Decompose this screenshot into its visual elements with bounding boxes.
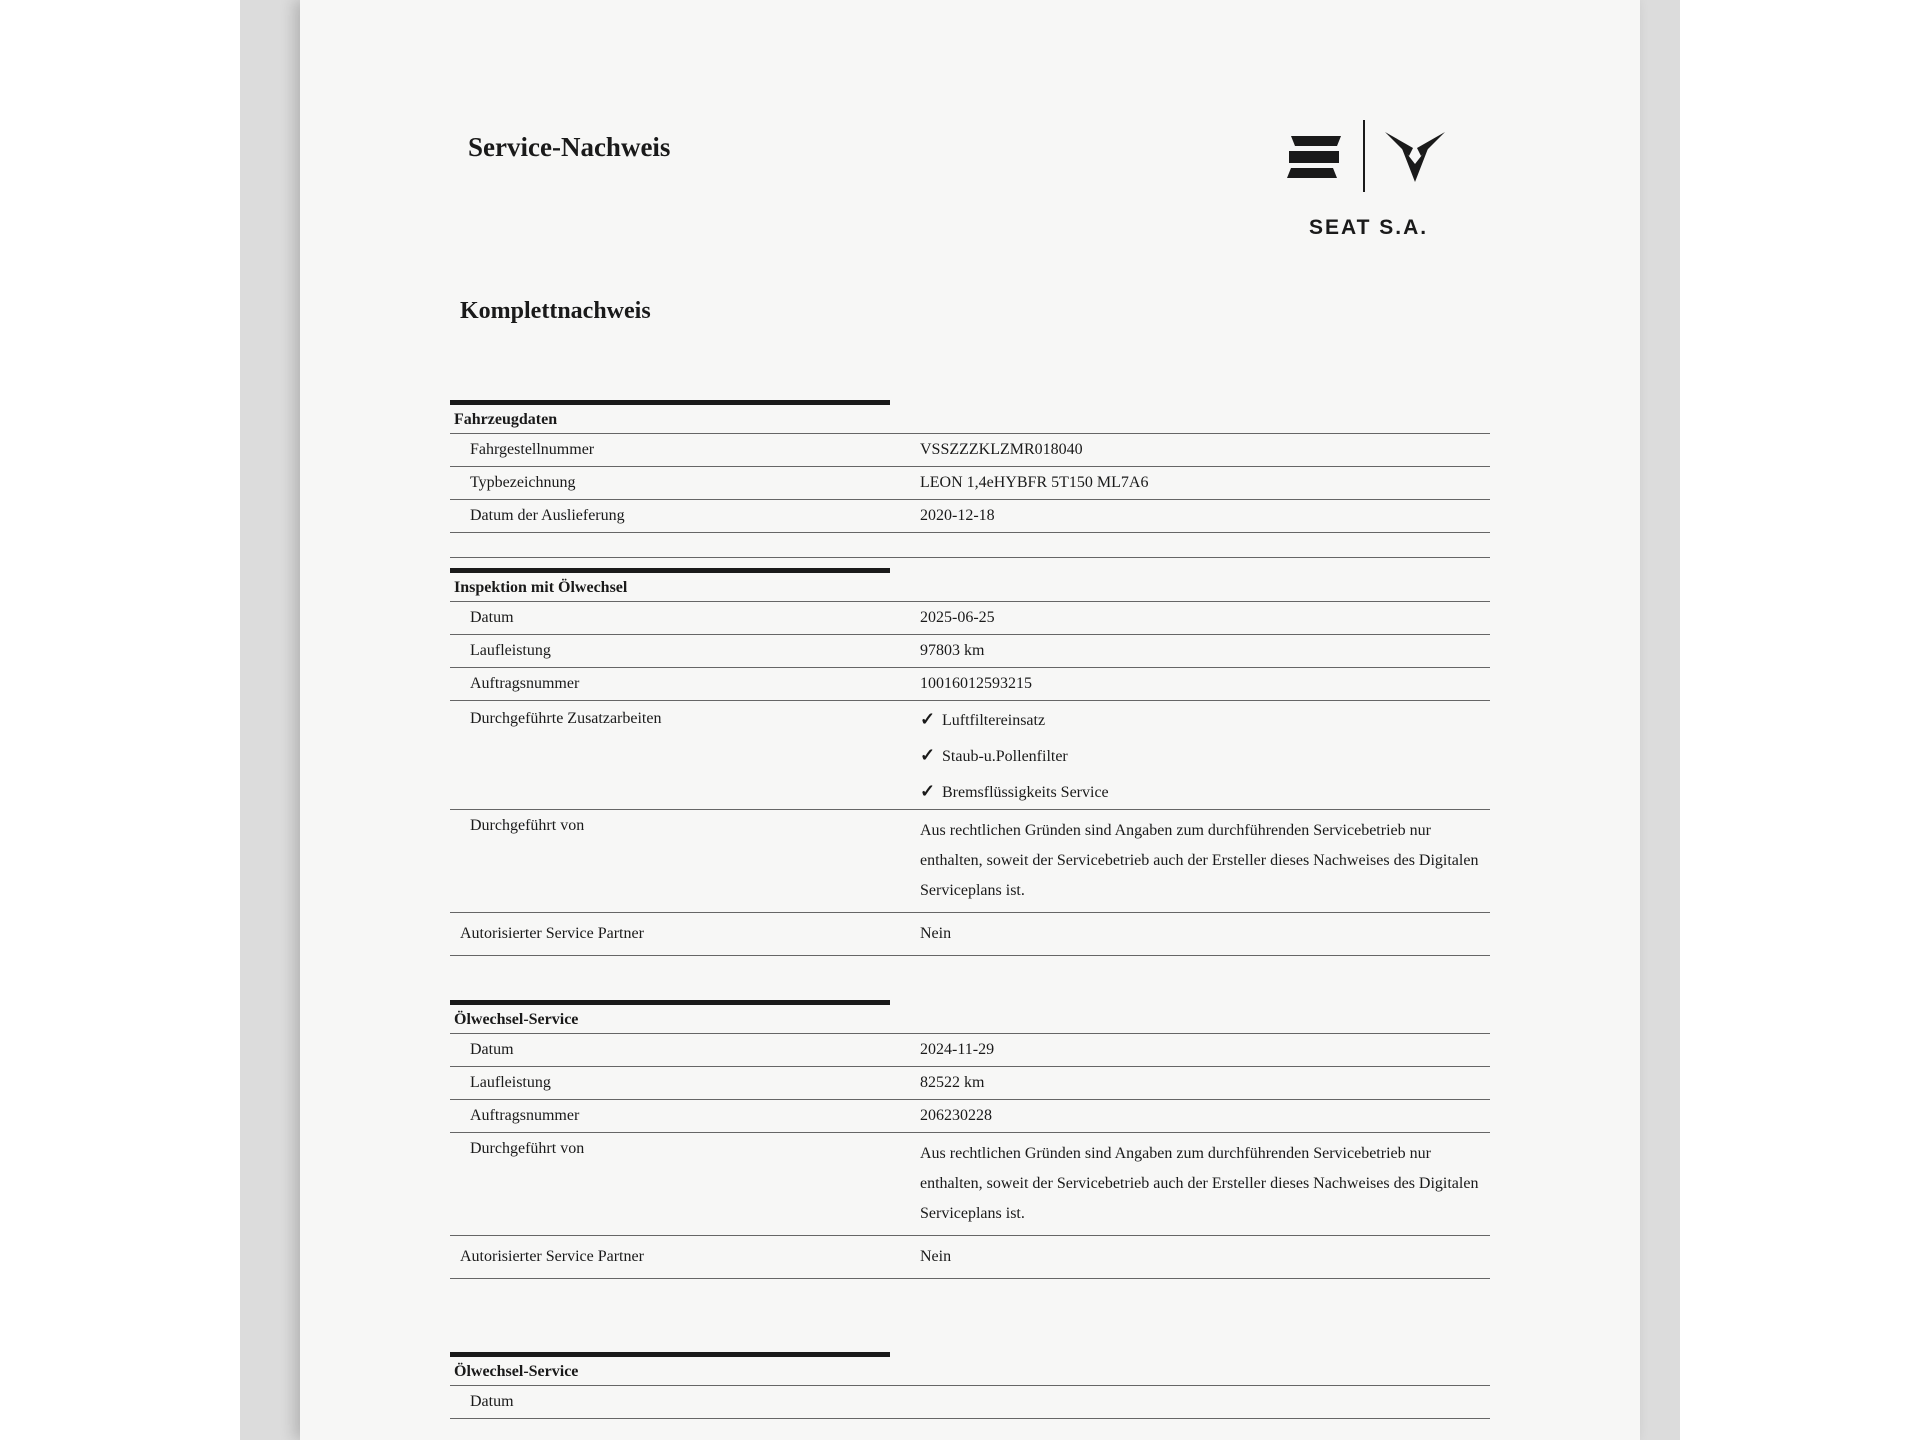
row-value: Nein <box>920 925 952 942</box>
row-label: Autorisierter Service Partner <box>460 925 644 942</box>
row-value: 2020-12-18 <box>920 507 995 524</box>
row-label: Durchgeführt von <box>470 1140 585 1157</box>
list-item-label: Bremsflüssigkeits Service <box>942 784 1109 801</box>
table-row <box>450 810 1490 913</box>
row-label: Fahrgestellnummer <box>470 441 595 458</box>
document-subtitle: Komplettnachweis <box>460 298 651 324</box>
row-value: 2024-11-29 <box>920 1041 995 1058</box>
table-row <box>450 1386 1490 1419</box>
check-icon: ✓ <box>920 781 936 801</box>
table-row <box>450 533 1490 558</box>
row-label: Datum <box>470 1041 514 1058</box>
table-row <box>450 1100 1490 1133</box>
vehicle-section <box>450 400 1490 558</box>
background-right <box>1680 0 1920 1440</box>
inspection-section <box>450 568 1490 956</box>
list-item-label: Luftfiltereinsatz <box>942 712 1046 729</box>
brand-name: SEAT S.A. <box>1309 216 1429 239</box>
row-label: Datum <box>470 1393 514 1410</box>
seat-logo-icon <box>1285 134 1343 180</box>
row-value: Aus rechtlichen Gründen sind Angaben zum durchführenden Servicebetrieb nur enthalten, soweit der Servicebetrieb auch der Ersteller dieses Nachweises des Digitalen Serviceplans ist. <box>920 1145 1479 1222</box>
list-item <box>920 773 1490 809</box>
list-item <box>920 737 1490 773</box>
row-value: LEON 1,4eHYBFR 5T150 ML7A6 <box>920 474 1149 491</box>
row-label: Laufleistung <box>470 1074 551 1091</box>
row-label: Datum der Auslieferung <box>470 507 625 524</box>
row-value: 10016012593215 <box>920 675 1032 692</box>
row-value: VSSZZZKLZMR018040 <box>920 441 1083 458</box>
section-heading: Ölwechsel-Service <box>450 1357 1490 1386</box>
list-item-label: Staub-u.Pollenfilter <box>942 748 1068 765</box>
row-value <box>920 1386 1490 1418</box>
table-row <box>450 467 1490 500</box>
cupra-logo-icon <box>1383 128 1447 184</box>
table-row <box>450 1034 1490 1067</box>
table-row <box>450 668 1490 701</box>
table-row <box>450 635 1490 668</box>
row-label: Laufleistung <box>470 642 551 659</box>
row-value: 2025-06-25 <box>920 609 995 626</box>
oil-service-section-2 <box>450 1352 1490 1419</box>
row-value: Nein <box>920 1248 952 1265</box>
row-label: Datum <box>470 609 514 626</box>
check-icon: ✓ <box>920 745 936 765</box>
section-heading: Fahrzeugdaten <box>450 405 1490 434</box>
table-row <box>450 434 1490 467</box>
table-row <box>450 602 1490 635</box>
row-label: Auftragsnummer <box>470 675 580 692</box>
row-label: Durchgeführt von <box>470 817 585 834</box>
document-title: Service-Nachweis <box>468 132 671 162</box>
paper-sheet <box>300 0 1640 1440</box>
oil-service-section <box>450 1000 1490 1279</box>
section-heading: Inspektion mit Ölwechsel <box>450 573 1490 602</box>
list-item <box>920 701 1490 737</box>
check-icon: ✓ <box>920 709 936 729</box>
table-row <box>450 1133 1490 1236</box>
row-label: Autorisierter Service Partner <box>460 1248 644 1265</box>
row-label: Typbezeichnung <box>470 474 576 491</box>
brand-logo <box>1285 120 1465 250</box>
background-left <box>0 0 240 1440</box>
table-row <box>450 1067 1490 1100</box>
row-value: 97803 km <box>920 642 985 659</box>
extra-work-list <box>920 701 1490 809</box>
row-value: Aus rechtlichen Gründen sind Angaben zum durchführenden Servicebetrieb nur enthalten, soweit der Servicebetrieb auch der Ersteller dieses Nachweises des Digitalen Serviceplans ist. <box>920 822 1479 899</box>
table-row <box>450 500 1490 533</box>
section-heading: Ölwechsel-Service <box>450 1005 1490 1034</box>
row-label: Auftragsnummer <box>470 1107 580 1124</box>
logo-divider <box>1363 120 1365 192</box>
row-value: 82522 km <box>920 1074 985 1091</box>
row-label: Durchgeführte Zusatzarbeiten <box>470 710 662 727</box>
row-value: 206230228 <box>920 1107 992 1124</box>
row-value <box>920 701 1490 809</box>
table-row <box>450 701 1490 810</box>
table-row <box>450 1236 1490 1279</box>
table-row <box>450 913 1490 956</box>
